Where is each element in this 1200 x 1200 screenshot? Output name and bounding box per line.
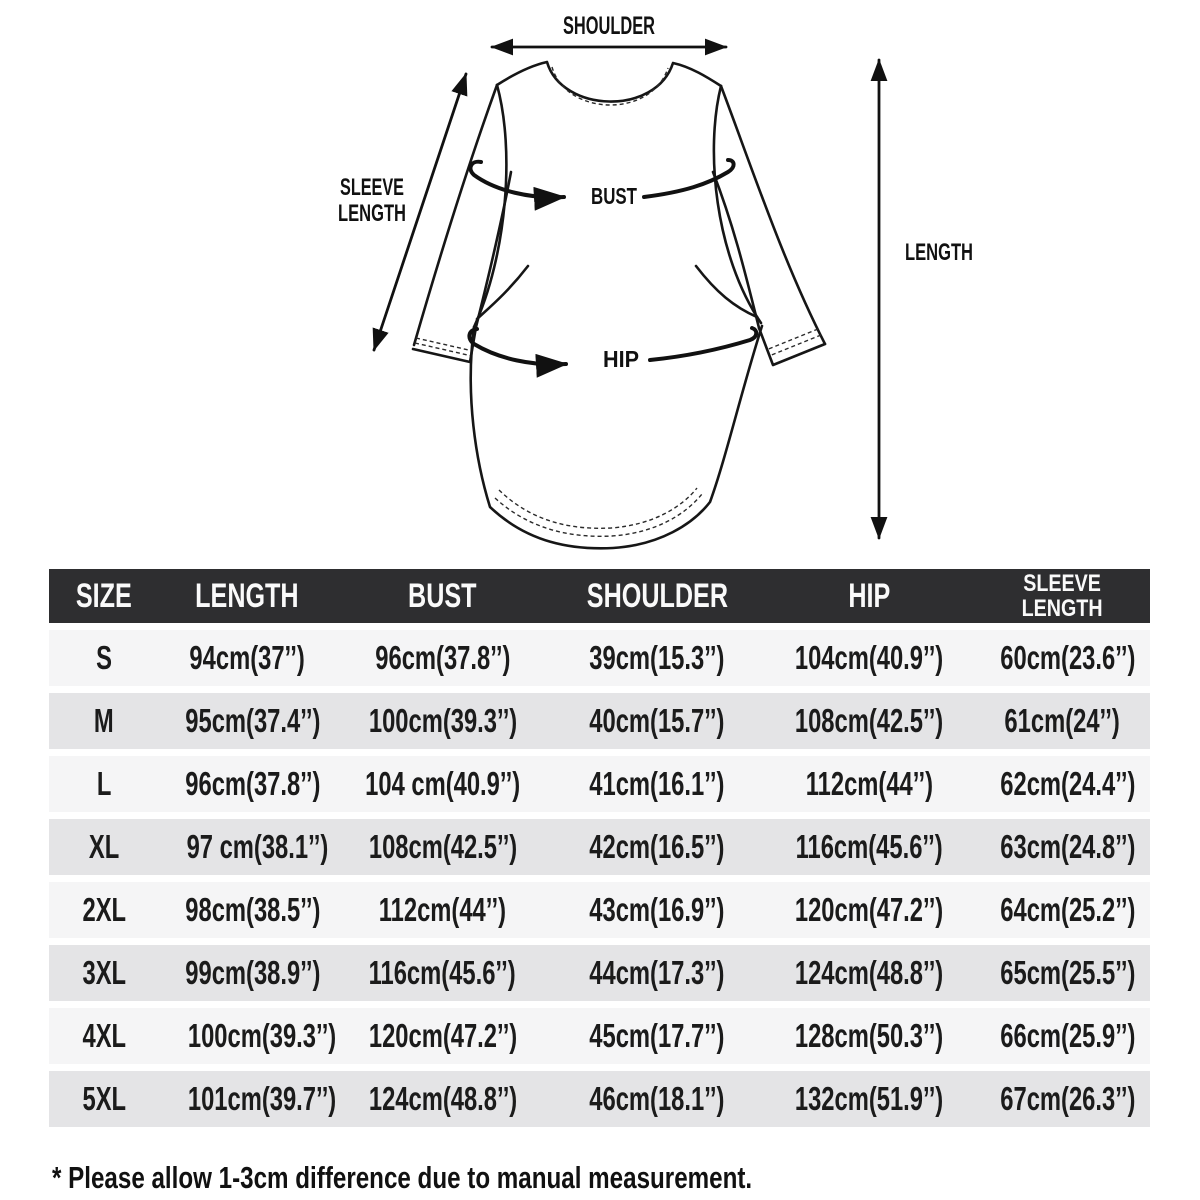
sleeve-length-label-line1: SLEEVE: [340, 174, 404, 201]
cell-bust: 104 cm(40.9’’): [365, 765, 521, 802]
cell-length: 94cm(37’’): [189, 639, 305, 676]
cell-sleeve: 63cm(24.8’’): [1000, 828, 1136, 865]
left-sleeve-outer: [414, 85, 497, 345]
bust-label: BUST: [591, 183, 637, 209]
cell-shoulder: 43cm(16.9’’): [589, 891, 725, 928]
cell-bust: 96cm(37.8’’): [375, 639, 511, 676]
hem-stitching-1: [495, 494, 702, 536]
cell-hip: 116cm(45.6’’): [795, 828, 943, 865]
shoulder-measure: [492, 12, 726, 47]
cell-hip: 128cm(50.3’’): [795, 1017, 944, 1054]
cell-shoulder: 46cm(18.1’’): [589, 1080, 725, 1117]
size-chart-table: [49, 562, 1150, 1134]
cell-bust: 100cm(39.3’’): [368, 702, 517, 739]
cell-hip: 112cm(44’’): [805, 765, 933, 802]
body-right-seam: [714, 86, 761, 323]
garment-outline: [413, 62, 825, 548]
cell-sleeve: 61cm(24’’): [1004, 702, 1120, 739]
cell-size: L: [96, 765, 112, 802]
cell-size: 5XL: [82, 1080, 126, 1117]
cell-size: M: [94, 702, 114, 739]
cell-shoulder: 45cm(17.7’’): [589, 1017, 725, 1054]
cell-sleeve: 66cm(25.9’’): [1000, 1017, 1136, 1054]
cell-size: S: [96, 639, 112, 676]
cell-length: 101cm(39.7’’): [187, 1080, 337, 1117]
sleeve-length-measure: [338, 74, 466, 350]
header-hip: [765, 569, 974, 623]
cell-shoulder: 41cm(16.1’’): [589, 765, 725, 802]
cell-bust: 116cm(45.6’’): [369, 954, 517, 991]
cell-length: 99cm(38.9’’): [185, 954, 321, 991]
cell-size: 4XL: [82, 1017, 126, 1054]
cell-hip: 124cm(48.8’’): [795, 954, 944, 991]
cell-sleeve: 62cm(24.4’’): [1000, 765, 1136, 802]
table-row-s: [49, 630, 1150, 686]
table-row-5xl: [49, 1071, 1150, 1127]
header-bust: [335, 569, 550, 623]
header-size-label: SIZE: [76, 576, 133, 615]
header-size: [49, 569, 159, 623]
length-label: LENGTH: [905, 239, 973, 266]
cell-bust: 108cm(42.5’’): [368, 828, 517, 865]
cell-length: 97 cm(38.1’’): [186, 828, 329, 865]
cell-bust: 112cm(44’’): [378, 891, 507, 928]
cell-sleeve: 60cm(23.6’’): [1000, 639, 1136, 676]
cell-bust: 120cm(47.2’’): [368, 1017, 517, 1054]
cell-sleeve: 67cm(26.3’’): [1000, 1080, 1136, 1117]
bust-arrow-left: [470, 162, 564, 198]
cell-hip: 108cm(42.5’’): [795, 702, 944, 739]
cell-length: 98cm(38.5’’): [185, 891, 321, 928]
bust-measure: [470, 160, 733, 209]
neckline-outline: [497, 62, 721, 102]
table-row-2xl: [49, 882, 1150, 938]
cell-hip: 120cm(47.2’’): [795, 891, 944, 928]
header-sleeve-line2: LENGTH: [1021, 595, 1103, 622]
header-sleeve-line1: SLEEVE: [1023, 569, 1101, 597]
header-shoulder-label: SHOULDER: [586, 576, 728, 615]
cell-size: 2XL: [82, 891, 126, 928]
left-cuff-stitching: [415, 338, 473, 356]
table-row-l: [49, 756, 1150, 812]
cell-sleeve: 65cm(25.5’’): [1000, 954, 1136, 991]
table-row-m: [49, 693, 1150, 749]
header-sleeve-length: [974, 569, 1150, 623]
body-left-seam: [474, 85, 506, 327]
cell-length: 95cm(37.4’’): [185, 702, 321, 739]
cell-hip: 132cm(51.9’’): [795, 1080, 944, 1117]
length-measure: [879, 60, 973, 538]
hip-label: HIP: [603, 346, 639, 372]
cell-shoulder: 39cm(15.3’’): [589, 639, 725, 676]
garment-measurement-diagram: [0, 0, 1200, 562]
table-row-4xl: [49, 1008, 1150, 1064]
header-length: [159, 569, 335, 623]
shoulder-label: SHOULDER: [563, 12, 655, 40]
cell-shoulder: 44cm(17.3’’): [589, 954, 725, 991]
cell-bust: 124cm(48.8’’): [368, 1080, 517, 1117]
cell-size: XL: [88, 828, 120, 865]
cell-length: 96cm(37.8’’): [185, 765, 321, 802]
cell-shoulder: 42cm(16.5’’): [589, 828, 725, 865]
cell-length: 100cm(39.3’’): [187, 1017, 337, 1054]
right-cuff-stitching: [766, 329, 821, 356]
measurement-disclaimer: * Please allow 1-3cm difference due to manual measurement.: [52, 1160, 753, 1195]
header-hip-label: HIP: [848, 576, 891, 615]
neckline-stitching: [552, 67, 668, 105]
header-length-label: LENGTH: [195, 576, 299, 615]
header-bust-label: BUST: [408, 576, 477, 615]
cell-shoulder: 40cm(15.7’’): [589, 702, 725, 739]
cell-sleeve: 64cm(25.2’’): [1000, 891, 1136, 928]
hip-arrow-left: [469, 329, 566, 364]
cell-size: 3XL: [82, 954, 126, 991]
cell-hip: 104cm(40.9’’): [795, 639, 944, 676]
table-header-row: [49, 569, 1150, 623]
sleeve-length-label-line2: LENGTH: [338, 200, 406, 227]
right-hip-curve: [696, 266, 757, 317]
table-row-3xl: [49, 945, 1150, 1001]
table-row-xl: [49, 819, 1150, 875]
hip-measure: [469, 328, 756, 372]
hip-arrow-right: [650, 328, 756, 360]
header-shoulder: [550, 569, 765, 623]
